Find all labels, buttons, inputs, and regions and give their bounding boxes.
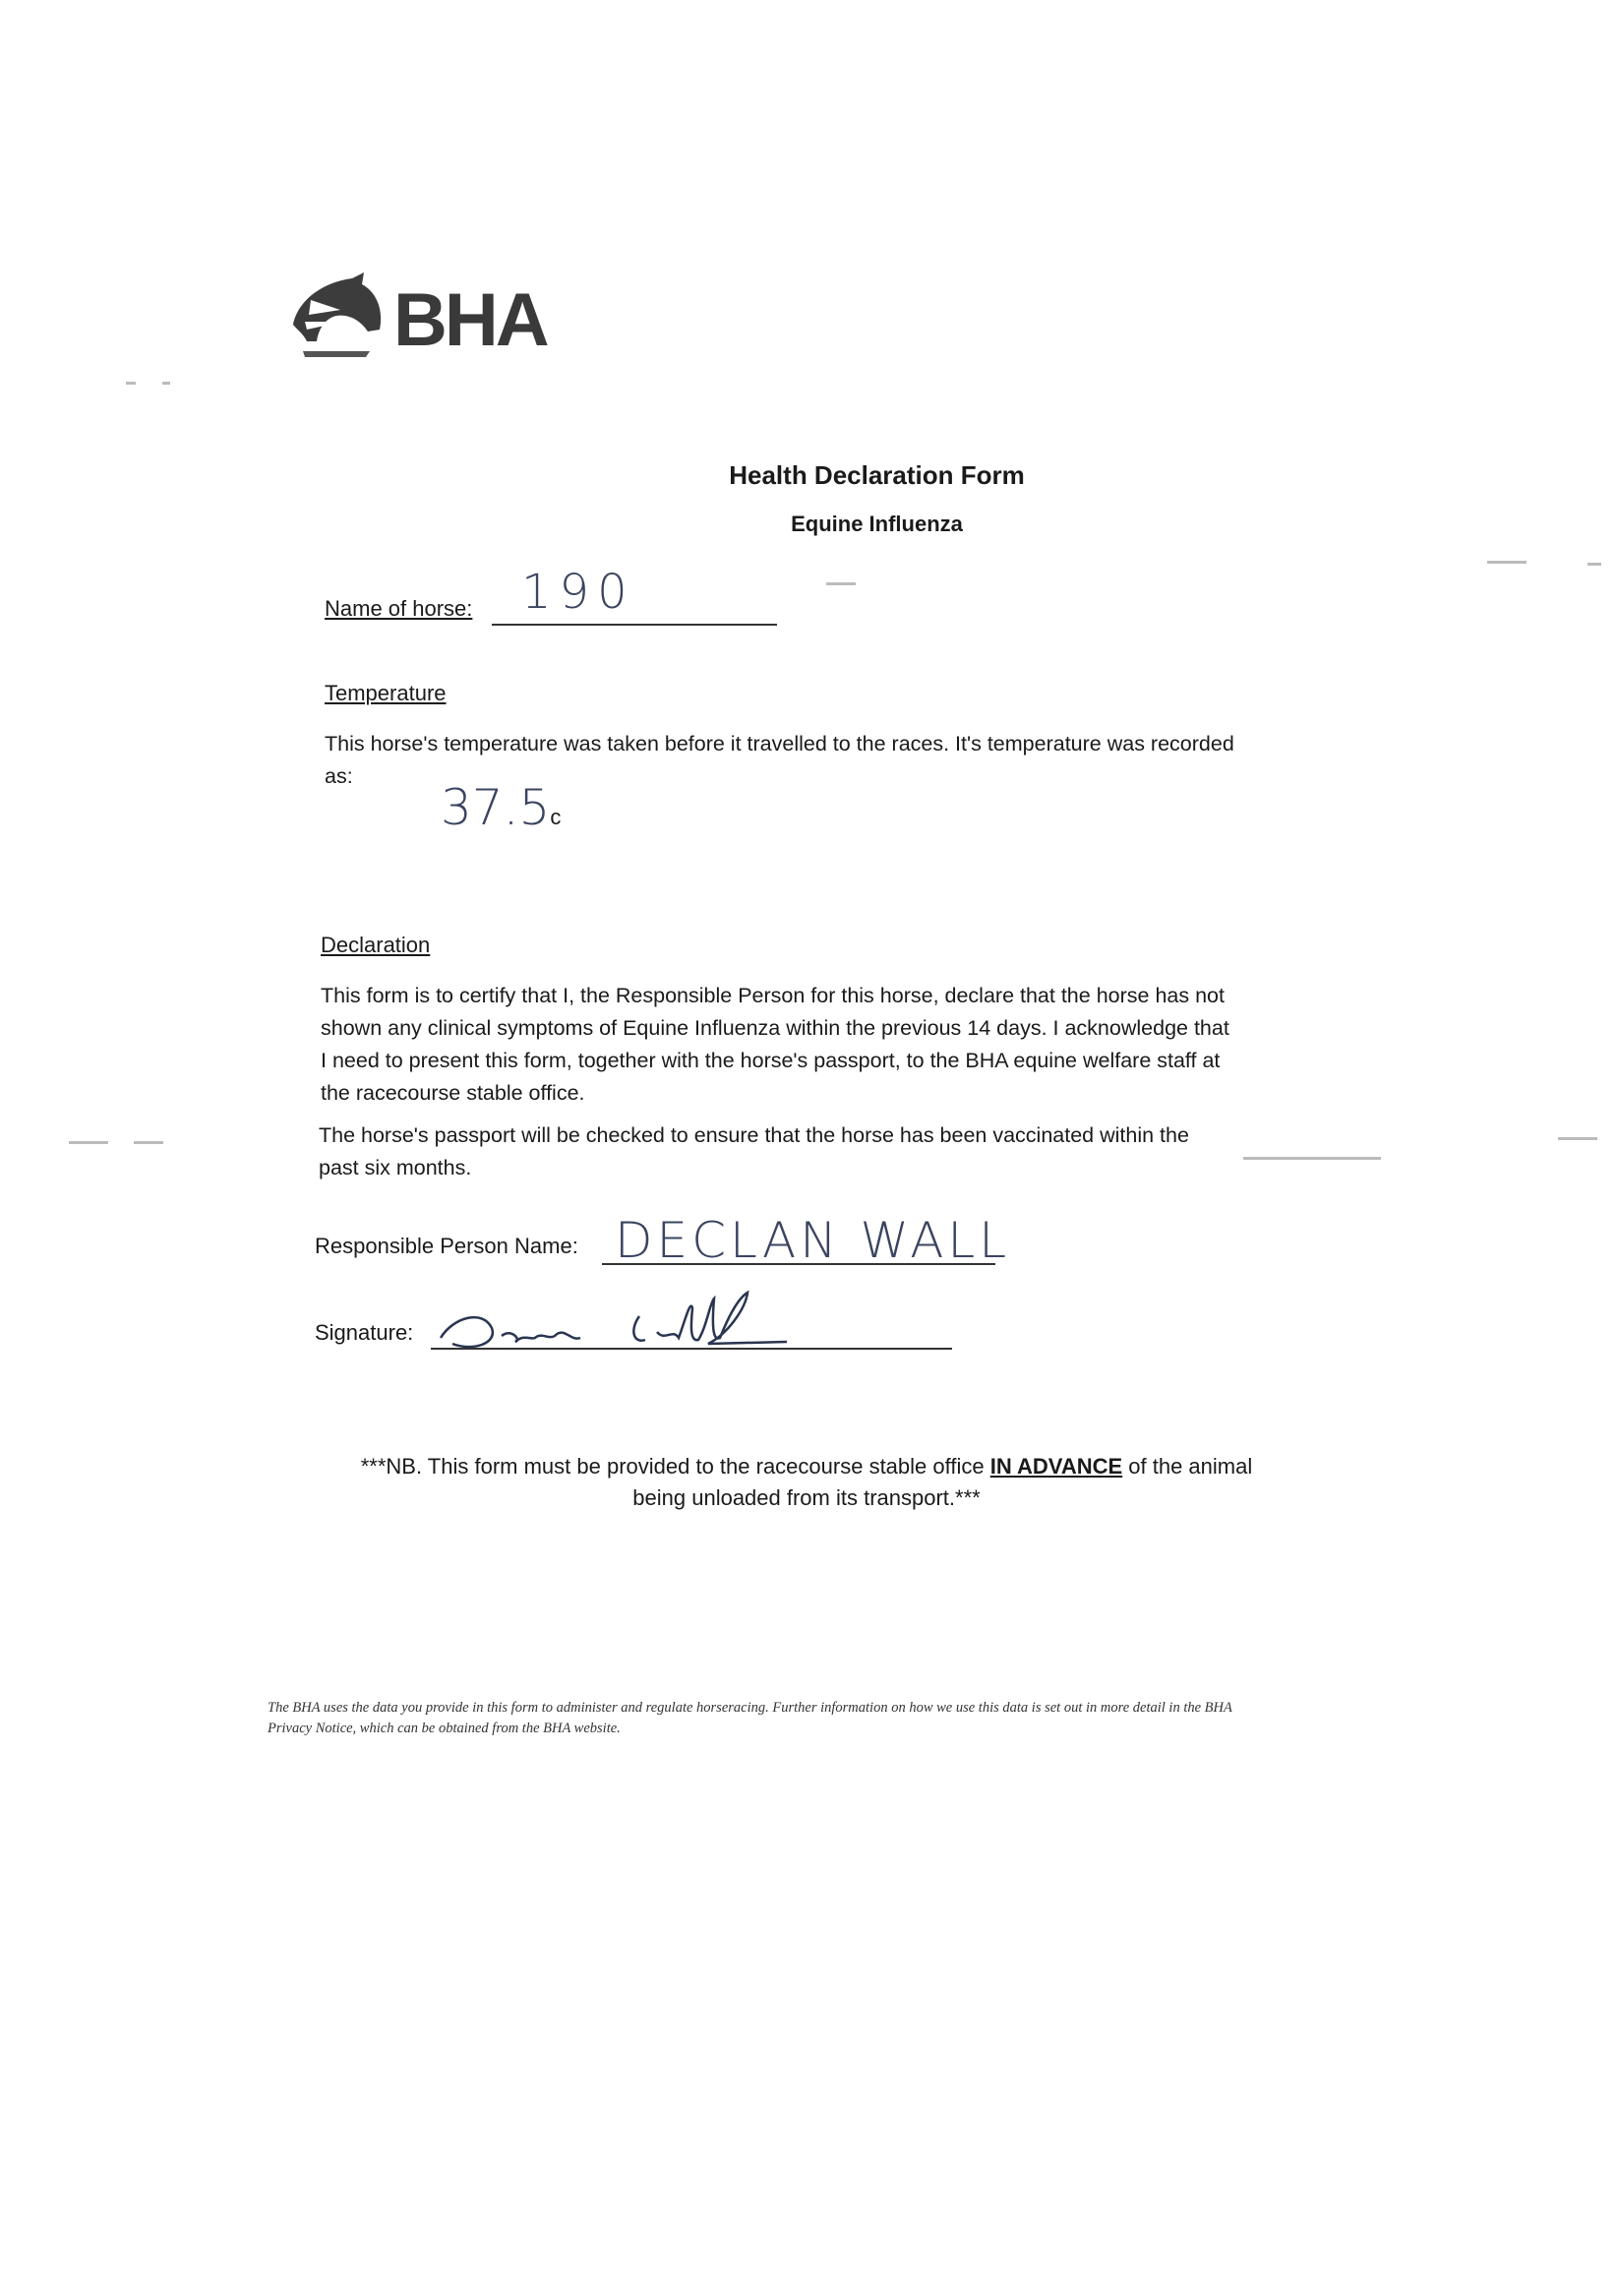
nb-prefix: ***NB. This form must be provided to the racecourse stable office [360,1454,985,1479]
temperature-reading [441,779,561,836]
declaration-text-1: This form is to certify that I, the Responsible Person for this horse, declare that the horse has not shown any clinical symptoms of Equine Influenza within the previous 14 days. I acknowledge that I need to present this form, together with the horse's passport, to the BHA equine welfare staff at the racecourse stable office. [321,984,1229,1105]
scan-speck [162,382,170,385]
responsible-person-label: Responsible Person Name: [315,1234,578,1258]
scan-speck [126,382,136,385]
scan-speck [826,582,856,585]
scan-speck [1558,1137,1597,1140]
scan-speck [134,1141,163,1144]
privacy-footer: The BHA uses the data you provide in this form to administer and regulate horseracing. Further information on how we use this data is set out in more detail in the BHA Privacy Notice, which can be obtained from the BHA website. [268,1700,1232,1736]
horse-name-value: 190 [521,565,635,620]
horse-name-label: Name of horse: [325,596,473,621]
signature-label: Signature: [315,1320,414,1345]
scan-speck [1587,563,1601,566]
scan-speck [1487,561,1526,564]
signature-drawing [433,1279,944,1367]
nb-notice [354,1451,1259,1514]
logo-text: BHA [393,278,547,362]
form-title: Health Declaration Form [729,460,1025,490]
scan-speck [1243,1157,1381,1160]
horse-name-line [492,624,777,626]
temperature-unit: c [550,805,562,829]
temperature-text: This horse's temperature was taken before it travelled to the races. It's temperature was recorded as: [325,732,1234,788]
declaration-text-2: The horse's passport will be checked to ensure that the horse has been vaccinated within the past six months. [319,1123,1189,1179]
responsible-person-value: DECLAN WALL [615,1212,1011,1269]
scan-speck [69,1141,108,1144]
nb-emphasis: IN ADVANCE [989,1454,1123,1479]
signature-value [433,1279,944,1367]
form-subtitle: Equine Influenza [791,512,963,536]
nb-suffix: of the animal being unloaded from its transport.*** [632,1454,1253,1510]
temperature-heading: Temperature [325,681,447,705]
horse-head-icon [283,271,391,369]
declaration-heading: Declaration [321,933,431,957]
temperature-value: 37.5 [441,779,551,836]
